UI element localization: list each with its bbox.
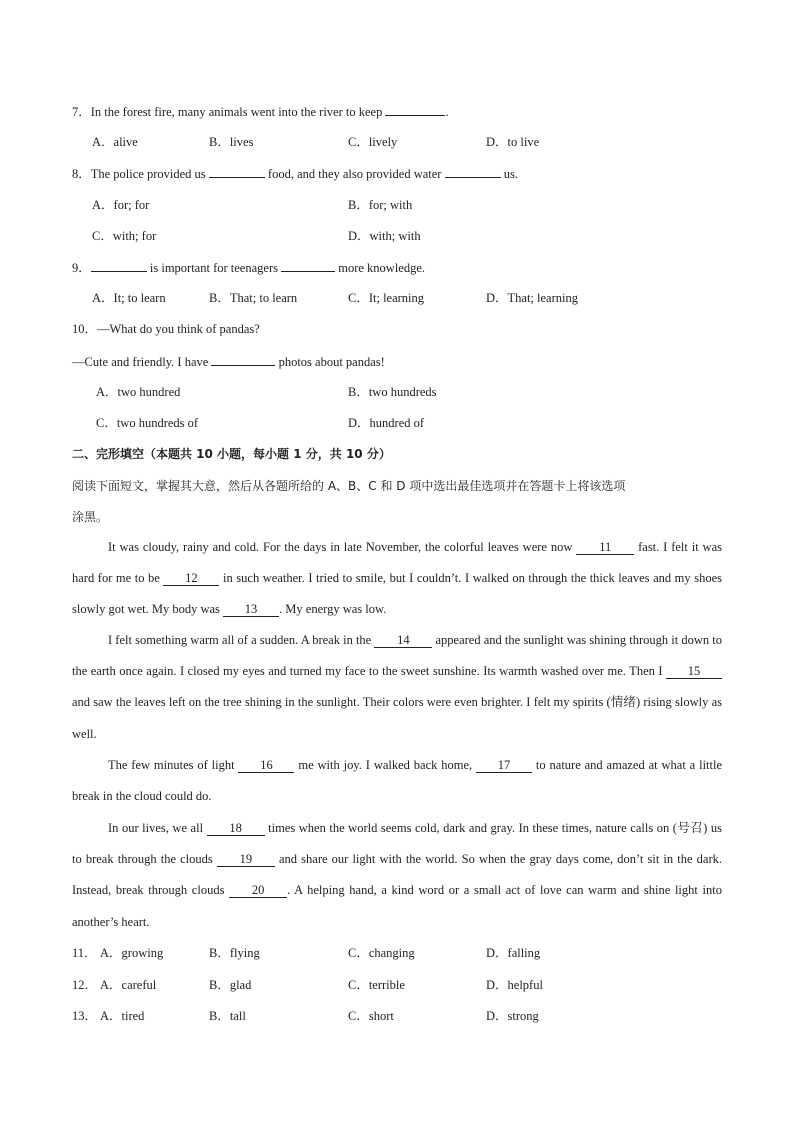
q8-option-d: D．with; with bbox=[348, 229, 421, 243]
question-10-line-2 bbox=[72, 353, 385, 370]
q10-text: —Cute and friendly. I have bbox=[72, 355, 212, 369]
blank-11: 11 bbox=[576, 540, 634, 555]
q13-number: 13． bbox=[72, 1009, 98, 1023]
q8-option-b: B．for; with bbox=[348, 198, 413, 212]
q7-option-a: A．alive bbox=[92, 135, 138, 149]
blank-15: 15 bbox=[666, 664, 722, 679]
q8-text: 8．The police provided us bbox=[72, 167, 209, 181]
q9-option-b: B．That; to learn bbox=[209, 291, 298, 305]
q11-number: 11． bbox=[72, 946, 97, 960]
q7-option-d: D．to live bbox=[486, 135, 540, 149]
question-7-stem bbox=[72, 103, 449, 120]
section-2-title: 二、完形填空（本题共 10 小题，每小题 1 分，共 10 分） bbox=[72, 447, 391, 461]
blank-14: 14 bbox=[374, 633, 432, 648]
passage-paragraph-4: In our lives, we all 18 times when the world seems cold, dark and gray. In these times, nature calls on (号召) us to break through the clouds 19 and share our light with the world. So when the gray days come, don’t sit in the dark. Instead, break through clouds 20 . A helping hand, a kind word or a small act of love can warm and shine light into another’s heart. bbox=[72, 821, 722, 929]
q7-text: 7．In the forest fire, many animals went into the river to keep bbox=[72, 105, 386, 119]
q12-option-d: D．helpful bbox=[486, 978, 543, 992]
question-10-line-1: 10．—What do you think of pandas? bbox=[72, 322, 260, 336]
answer-blank bbox=[445, 165, 501, 178]
q10-text-end: photos about pandas! bbox=[275, 355, 385, 369]
blank-13: 13 bbox=[223, 602, 279, 617]
q12-number: 12． bbox=[72, 978, 98, 992]
q10-option-d: D．hundred of bbox=[348, 416, 425, 430]
q10-option-c: C．two hundreds of bbox=[96, 416, 199, 430]
q8-text-end: us. bbox=[500, 167, 518, 181]
answer-blank bbox=[209, 165, 265, 178]
q8-text-mid: food, and they also provided water bbox=[264, 167, 445, 181]
q9-option-d: D．That; learning bbox=[486, 291, 578, 305]
q11-option-d: D．falling bbox=[486, 946, 541, 960]
blank-18: 18 bbox=[207, 821, 265, 836]
q9-option-c: C．It; learning bbox=[348, 291, 425, 305]
q11-option-b: B．flying bbox=[209, 946, 260, 960]
q10-option-a: A．two hundred bbox=[96, 385, 181, 399]
q13-option-a: A．tired bbox=[100, 1009, 145, 1023]
answer-blank bbox=[91, 259, 147, 272]
question-8-stem bbox=[72, 165, 518, 182]
q13-option-b: B．tall bbox=[209, 1009, 246, 1023]
question-9-stem bbox=[72, 259, 425, 276]
q8-option-a: A．for; for bbox=[92, 198, 150, 212]
q8-option-c: C．with; for bbox=[92, 229, 157, 243]
blank-20: 20 bbox=[229, 883, 287, 898]
blank-19: 19 bbox=[217, 852, 275, 867]
q9-option-a: A．It; to learn bbox=[92, 291, 166, 305]
q7-option-b: B．lives bbox=[209, 135, 254, 149]
q11-option-a: A．growing bbox=[100, 946, 164, 960]
blank-17: 17 bbox=[476, 758, 532, 773]
q12-option-a: A．careful bbox=[100, 978, 157, 992]
q12-option-b: B．glad bbox=[209, 978, 252, 992]
q7-text-end: . bbox=[445, 105, 449, 119]
section-2-instruction-cont: 涂黑。 bbox=[72, 510, 109, 524]
blank-12: 12 bbox=[163, 571, 219, 586]
q10-option-b: B．two hundreds bbox=[348, 385, 437, 399]
passage-paragraph-1: It was cloudy, rainy and cold. For the days in late November, the colorful leaves were now 11 fast. I felt it was hard for me to be 12 in such weather. I tried to smile, but I couldn’t. I walked on through the thick leaves and my shoes slowly got wet. My body was 13 . My energy was low. bbox=[72, 540, 723, 617]
q11-option-c: C．changing bbox=[348, 946, 415, 960]
q7-option-c: C．lively bbox=[348, 135, 398, 149]
section-2-instruction: 阅读下面短文，掌握其大意，然后从各题所给的 A、B、C 和 D 项中选出最佳选项并在答题卡上将该选项 bbox=[72, 479, 626, 493]
q12-option-c: C．terrible bbox=[348, 978, 405, 992]
answer-blank bbox=[211, 353, 275, 366]
answer-blank bbox=[281, 259, 335, 272]
blank-16: 16 bbox=[238, 758, 294, 773]
q9-text-end: more knowledge. bbox=[335, 261, 426, 275]
q9-text-mid: is important for teenagers bbox=[146, 261, 282, 275]
q13-option-d: D．strong bbox=[486, 1009, 539, 1023]
q9-number: 9． bbox=[72, 261, 91, 275]
passage-paragraph-2: I felt something warm all of a sudden. A break in the 14 appeared and the sunlight was shining through it down to the earth once again. I closed my eyes and turned my face to the sweet sunshine. Its warmth washed over me. Then I 15 and saw the leaves left on the tree shining in the sunlight. Their colors were even brighter. I felt my spirits (情绪) rising slowly as well. bbox=[72, 633, 722, 741]
q13-option-c: C．short bbox=[348, 1009, 394, 1023]
passage-paragraph-3: The few minutes of light 16 me with joy. I walked back home, 17 to nature and amazed at what a little break in the cloud could do. bbox=[72, 758, 723, 804]
answer-blank bbox=[385, 103, 445, 116]
